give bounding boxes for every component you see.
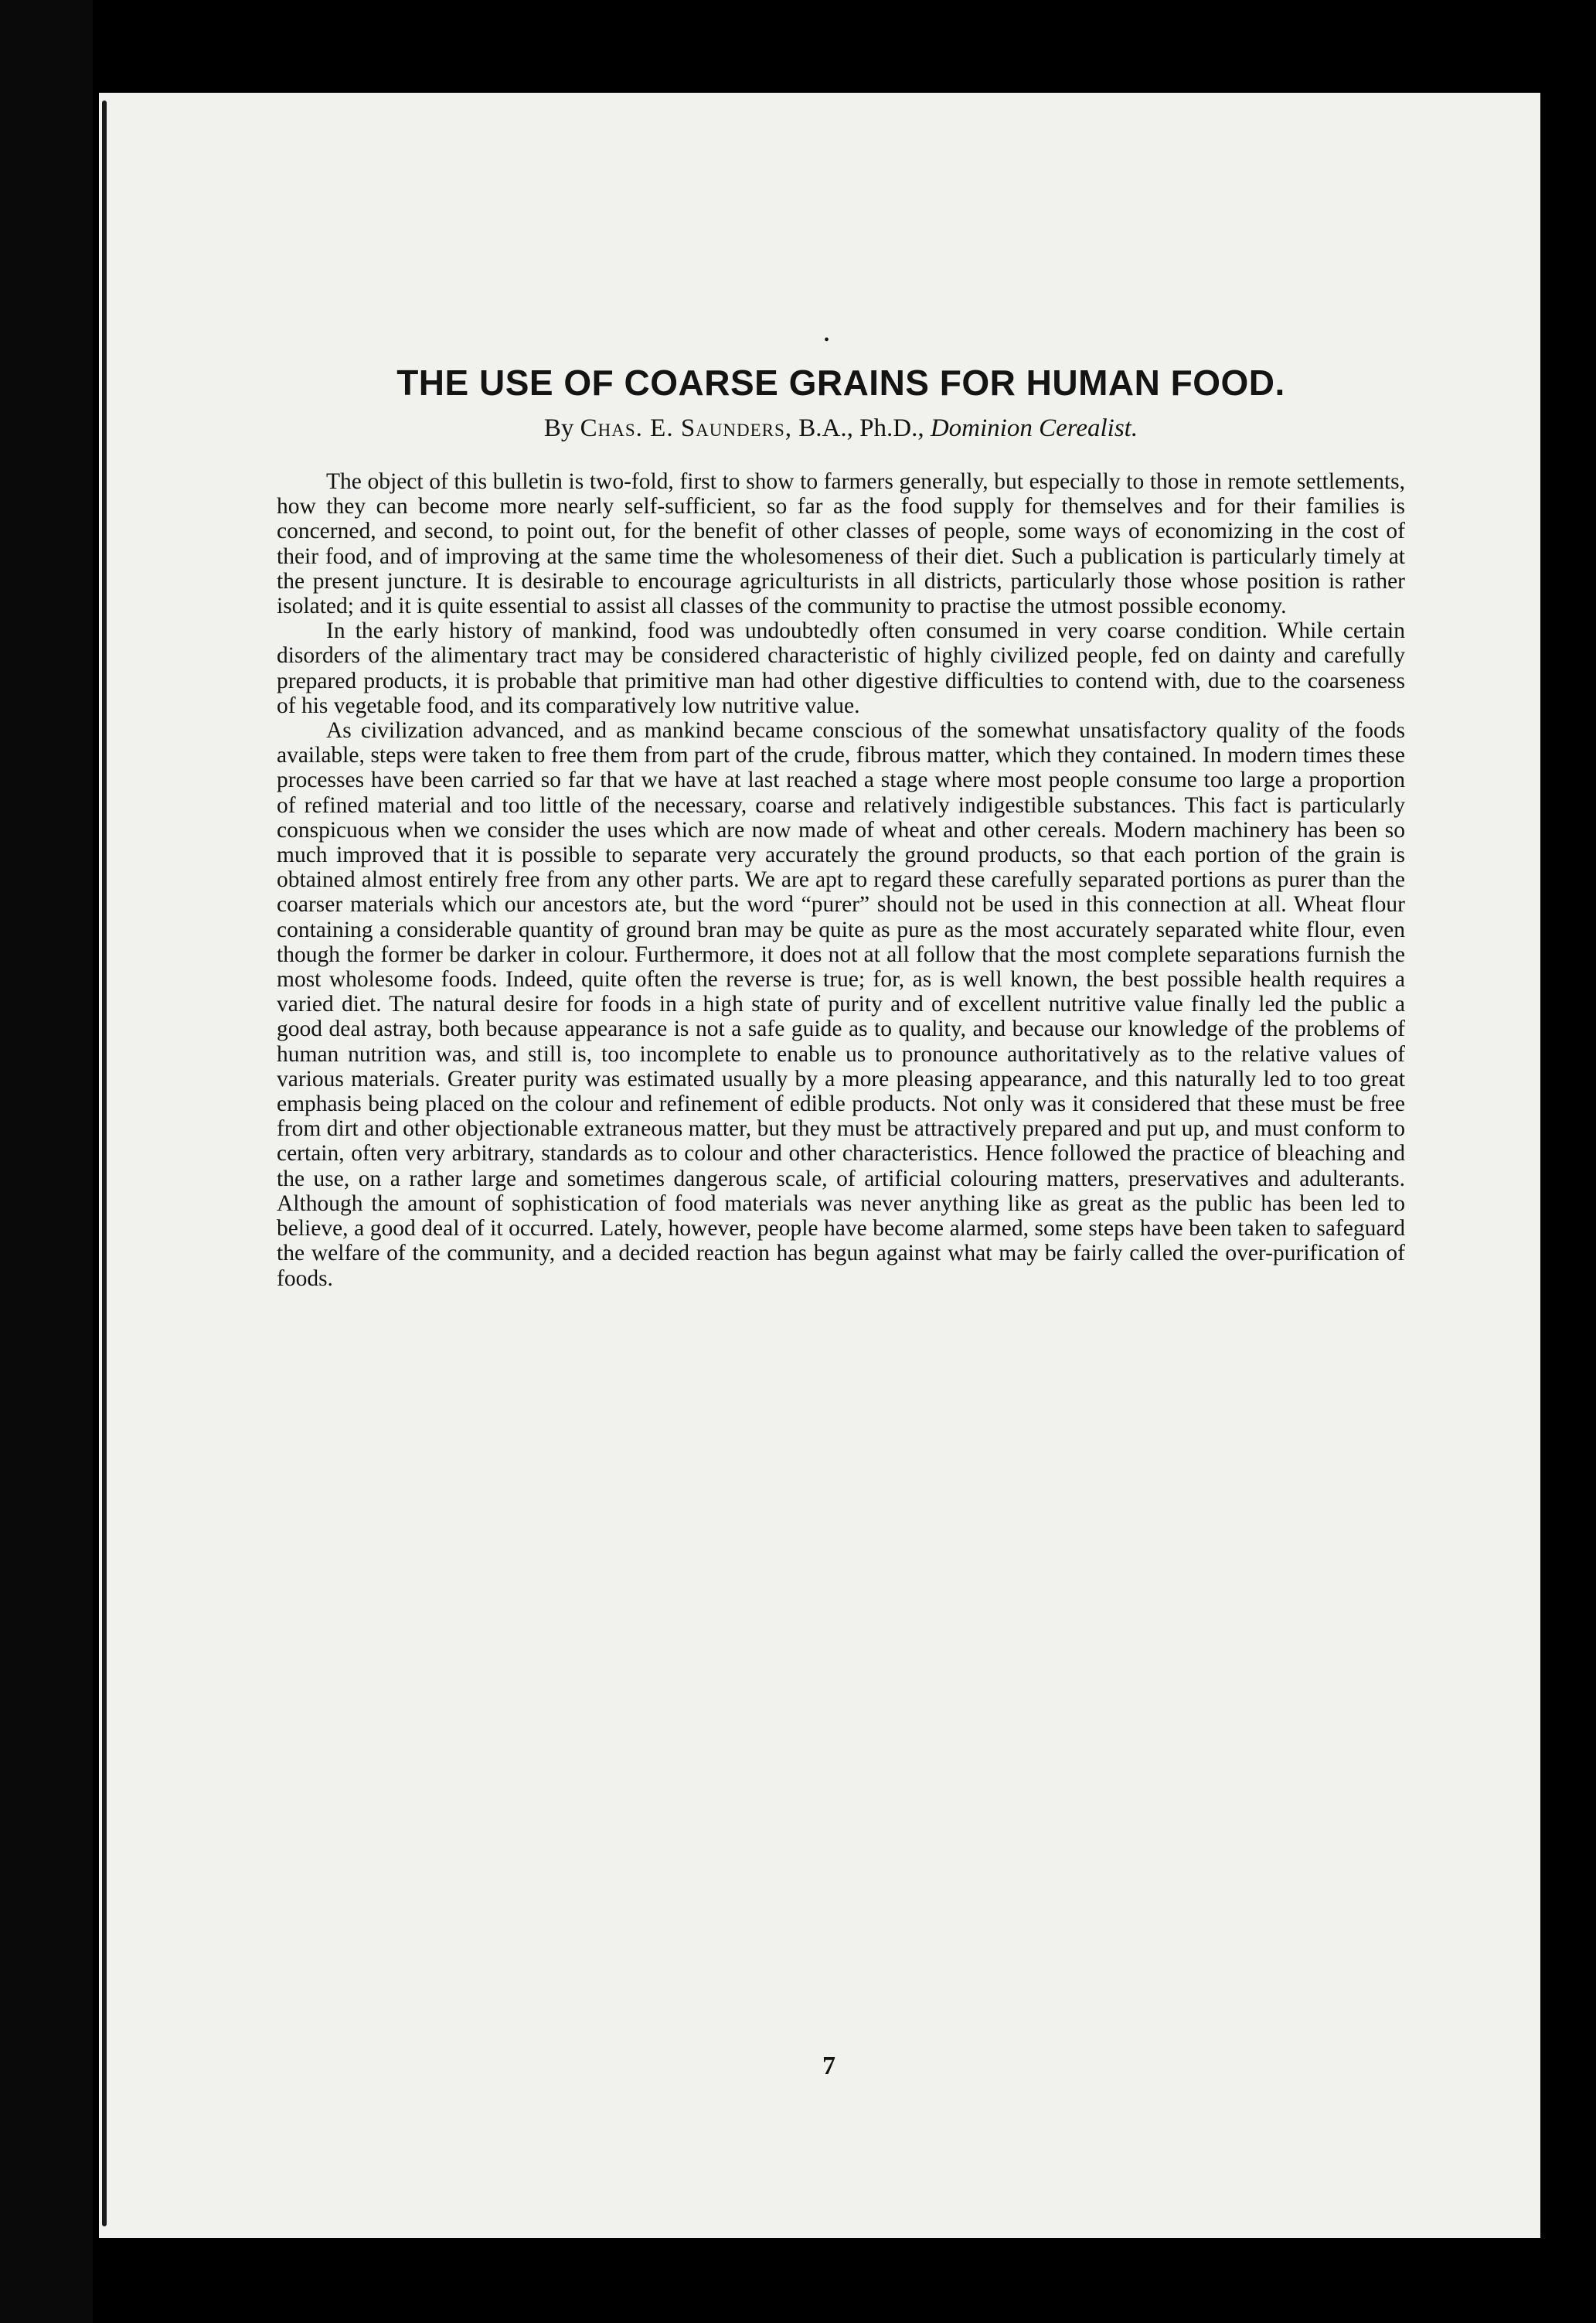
paragraph-1: The object of this bulletin is two-fold, first to show to farmers generally, but especially to those in remote settlements, how they can become more nearly self-sufficient, so far as the food supply for themselves and for their families is concerned, and second, to point out, for the benefit of other classes of people, some ways of economizing in the cost of their food, and of improving at the same time the wholesomeness of their diet. Such a publication is particularly timely at the present juncture. It is desirable to encourage agriculturists in all districts, particularly those whose position is rather isolated; and it is quite essential to assist all classes of the community to practise the utmost possible economy. (277, 469, 1405, 619)
binding-edge (102, 100, 107, 2226)
byline (277, 414, 1405, 443)
page-number: 7 (822, 2052, 835, 2080)
scan-left-border (0, 0, 93, 2323)
byline-prefix: By (543, 414, 574, 442)
page-title: THE USE OF COARSE GRAINS FOR HUMAN FOOD. (396, 363, 1285, 403)
byline-degrees: B.A., Ph.D., (798, 414, 924, 442)
byline-position: Dominion Cerealist. (930, 414, 1138, 442)
byline-author: Chas. E. Saunders, (580, 414, 793, 442)
paragraph-2: In the early history of mankind, food was undoubtedly often consumed in very coarse condition. While certain disorders of the alimentary tract may be considered characteristic of highly civilized people, fed on dainty and carefully prepared products, it is probable that primitive man had other digestive difficulties to contend with, due to the coarseness of his vegetable food, and its comparatively low nutritive value. (277, 618, 1405, 718)
ink-speck: • (824, 332, 830, 349)
document-body (277, 332, 1405, 1291)
paragraph-3: As civilization advanced, and as mankind became conscious of the somewhat unsatisfactory quality of the foods available, steps were taken to free them from part of the crude, fibrous matter, which they contained. In modern times these processes have been carried so far that we have at last reached a stage where most people consume too large a proportion of refined material and too little of the necessary, coarse and relatively indigestible substances. This fact is particularly conspicuous when we consider the uses which are now made of wheat and other cereals. Modern machinery has been so much improved that it is possible to separate very accurately the ground products, so that each portion of the grain is obtained almost entirely free from any other parts. We are apt to regard these carefully separated portions as purer than the coarser materials which our ancestors ate, but the word “purer” should not be used in this connection at all. Wheat flour containing a considerable quantity of ground bran may be quite as pure as the most accurately separated white flour, even though the former be darker in colour. Furthermore, it does not at all follow that the most complete separations furnish the most wholesome foods. Indeed, quite often the reverse is true; for, as is well known, the best possible health requires a varied diet. The natural desire for foods in a high state of purity and of excellent nutritive value finally led the public a good deal astray, both because appearance is not a safe guide as to quality, and because our knowledge of the problems of human nutrition was, and still is, too incomplete to enable us to pronounce authoritatively as to the relative values of various materials. Greater purity was estimated usually by a more pleasing appearance, and this naturally led to too great emphasis being placed on the colour and refinement of edible products. Not only was it considered that these must be free from dirt and other objectionable extraneous matter, but they must be attractively prepared and put up, and must conform to certain, often very arbitrary, standards as to colour and other characteristics. Hence followed the practice of bleaching and the use, on a rather large and sometimes dangerous scale, of artificial colouring matters, preservatives and adulterants. Although the amount of sophistication of food materials was never anything like as great as the public has been led to believe, a good deal of it occurred. Lately, however, people have become alarmed, some steps have been taken to safeguard the welfare of the community, and a decided reaction has begun against what may be fairly called the over-purification of foods. (277, 718, 1405, 1291)
